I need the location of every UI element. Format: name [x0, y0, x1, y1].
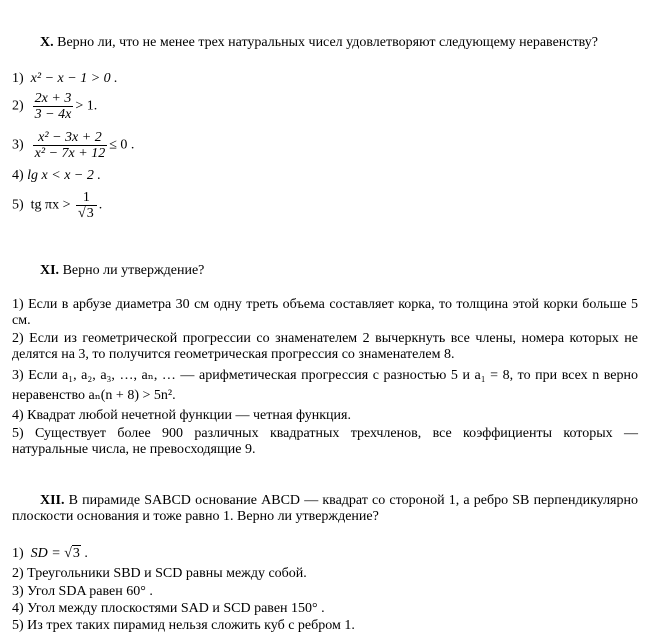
section-xii-heading: XII. В пирамиде SABCD основание ABCD — квадрат со стороной 1, а ребро SB перпендикулярно плоскости основания и тоже равно 1. Верно ли утверждение?: [12, 493, 638, 524]
fraction: $\frac{2x + 3}{3 - 4x}$: [34, 91, 72, 122]
xi-item-2: 2) Если из геометрической прогрессии со знаменателем 2 вычеркнуть все члены, номера которых не делятся на 3, то получится геометрическая прогрессия со знаменателем 8.: [12, 331, 638, 362]
xii-item-4: 4) Угол между плоскостями SAD и SCD равен 150° .: [12, 601, 325, 616]
xi-item-3: 3) Если a₁, a₂, a₃, …, aₙ, … — арифметическая прогрессия с разностью 5 и a₁ = 8, то при всех n верно неравенство aₙ(n + 8) > 5n².: [12, 368, 638, 403]
xi-item-1: 1) Если в арбузе диаметра 30 см одну треть объема составляет корка, то толщина этой корки больше 5 см.: [12, 297, 638, 328]
fraction: $\frac{1}{√3}$: [76, 190, 97, 221]
x-item-5: 5) tg πx > $\frac{1}{√3}$ .: [12, 190, 103, 221]
fraction: $\frac{\text{x² − 3x + 2}}{\text{x² − 7x + 12}}$: [34, 130, 106, 161]
x-item-2: 2) $\frac{2x + 3}{3 - 4x}$ > 1.: [12, 91, 98, 122]
xii-item-5: 5) Из трех таких пирамид нельзя сложить куб с ребром 1.: [12, 618, 355, 633]
section-xi-heading: XI. Верно ли утверждение?: [40, 263, 205, 278]
x-item-4: 4) lg x < x − 2 .: [12, 168, 101, 183]
xi-item-5: 5) Существует более 900 различных квадратных трехчленов, все коэффициенты которых — натуральные числа, не превосходящие 9.: [12, 426, 638, 457]
section-x-heading: X. Верно ли, что не менее трех натуральных чисел удовлетворяют следующему неравенству?: [40, 35, 598, 50]
xii-item-2: 2) Треугольники SBD и SCD равны между собой.: [12, 566, 307, 581]
xii-item-1: 1) SD = √3 .: [12, 546, 88, 561]
x-item-3: 3) $\frac{\text{x² − 3x + 2}}{\text{x² − 7x + 12}}$ ≤ 0 .: [12, 130, 135, 161]
x-item-1: 1) x² − x − 1 > 0 .: [12, 71, 118, 86]
xi-item-4: 4) Квадрат любой нечетной функции — четная функция.: [12, 408, 351, 423]
xii-item-3: 3) Угол SDA равен 60° .: [12, 584, 153, 599]
